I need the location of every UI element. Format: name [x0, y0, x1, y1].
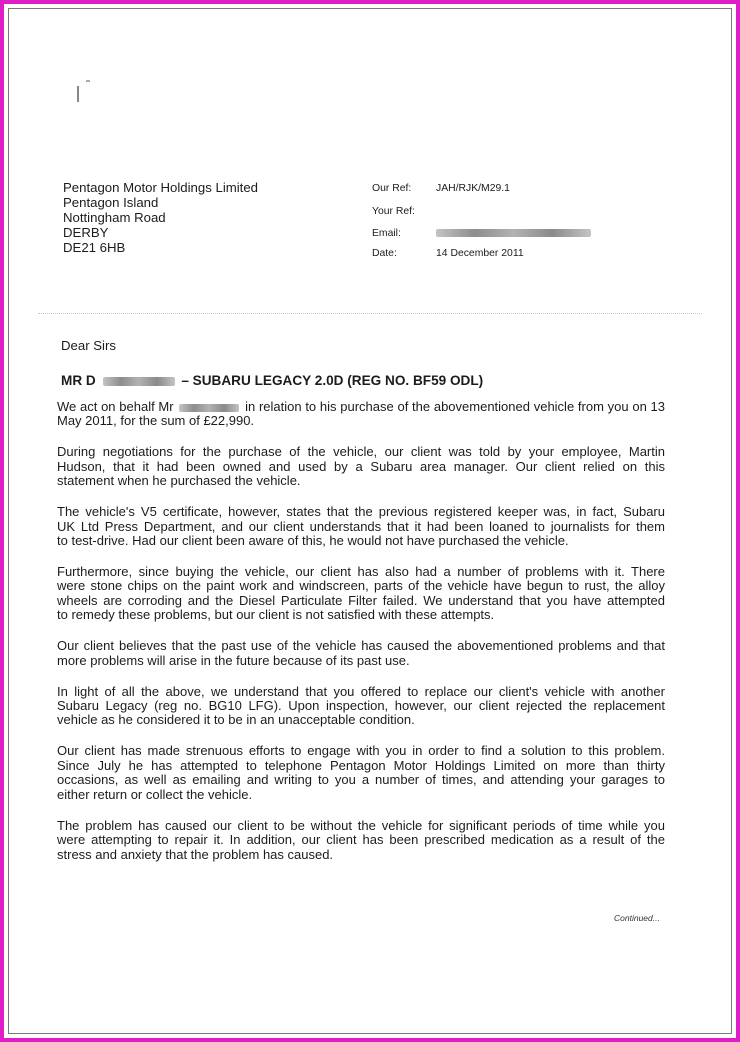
paragraph-line — [57, 400, 665, 414]
letter-body — [57, 400, 665, 879]
paragraph-5 — [57, 639, 665, 668]
paragraph-4 — [57, 565, 665, 623]
address-line: Nottingham Road — [63, 210, 166, 225]
your-ref-row — [372, 206, 436, 217]
paragraph-line: were stone chips on the paint work and windscreen, parts of the vehicle have begun to rust, the alloy — [57, 579, 665, 594]
email-label: Email: — [372, 228, 401, 239]
email-row — [372, 228, 591, 239]
paragraph-line: Our client has made strenuous efforts to engage with you in order to find a solution to this problem. — [57, 744, 665, 759]
paragraph-line: statement when he purchased the vehicle. — [57, 474, 301, 489]
paragraph-2 — [57, 445, 665, 488]
subject-rest: – SUBARU LEGACY 2.0D (REG NO. BF59 ODL) — [181, 373, 484, 388]
address-line: DERBY — [63, 225, 109, 240]
paragraph-line: In light of all the above, we understand that you offered to replace our client's vehicle with another — [57, 684, 665, 699]
redacted-surname — [103, 377, 175, 386]
paragraph-line: The problem has caused our client to be without the vehicle for significant periods of time while you — [57, 818, 665, 833]
paragraph-line: more problems will arise in the future because of its past use. — [57, 653, 410, 668]
paragraph-line: were attempting to repair it. In addition, our client has been prescribed medication as a result of the — [57, 833, 665, 848]
scan-speck — [77, 86, 79, 102]
paragraph-1 — [57, 400, 665, 429]
paragraph-line: wheels are corroding and the Diesel Particulate Filter failed. We understand that you have attempted — [57, 593, 665, 608]
continued-note: Continued... — [614, 913, 660, 923]
paragraph-line: May 2011, for the sum of £22,990. — [57, 414, 255, 429]
redacted-email — [436, 229, 591, 237]
paragraph-line: Furthermore, since buying the vehicle, our client has also had a number of problems with it. There — [57, 565, 665, 580]
paragraph-line: stress and anxiety that the problem has caused. — [57, 847, 334, 862]
address-line: DE21 6HB — [63, 240, 126, 255]
paragraph-line: During negotiations for the purchase of the vehicle, our client was told by your employee, Martin — [57, 445, 665, 460]
our-ref-row — [372, 183, 510, 194]
date-label: Date: — [372, 248, 397, 259]
paragraph-line: vehicle as he considered it to be in an unacceptable condition. — [57, 713, 415, 728]
paragraph-line: Subaru Legacy (reg no. BG10 LFG). Upon inspection, however, our client rejected the replacement — [57, 699, 665, 714]
paragraph-7 — [57, 744, 665, 802]
paragraph-line: to test-drive. Had our client been aware of this, he would not have purchased the vehicle. — [57, 534, 569, 549]
paragraph-line: to remedy these problems, but our client is not satisfied with these attempts. — [57, 608, 495, 623]
our-ref-value: JAH/RJK/M29.1 — [436, 183, 510, 194]
paragraph-3 — [57, 505, 665, 548]
paragraph-6 — [57, 685, 665, 728]
text-run: We act on behalf Mr — [57, 400, 174, 414]
subject-prefix: MR D — [61, 373, 96, 388]
paragraph-line: occasions, as well as emailing and writing to you a number of times, and attending your garages to — [57, 773, 665, 788]
paragraph-line: Hudson, that it had been owned and used by a Subaru area manager. Our client relied on this — [57, 459, 665, 474]
salutation: Dear Sirs — [61, 338, 116, 353]
scan-speck — [86, 80, 90, 82]
paragraph-line: UK Ltd Press Department, and our client understands that it had been loaned to journalists for them — [57, 519, 665, 534]
address-line: Pentagon Motor Holdings Limited — [63, 180, 258, 195]
date-row — [372, 248, 524, 259]
paragraph-line: The vehicle's V5 certificate, however, states that the previous registered keeper was, in fact, Subaru — [57, 505, 665, 520]
paragraph-8 — [57, 819, 665, 862]
our-ref-label: Our Ref: — [372, 183, 412, 194]
address-line: Pentagon Island — [63, 195, 159, 210]
paragraph-line: Since July he has attempted to telephone Pentagon Motor Holdings Limited on more than thirty — [57, 758, 665, 773]
recipient-address — [63, 180, 258, 255]
fold-line — [38, 313, 702, 314]
paragraph-line: Our client believes that the past use of the vehicle has caused the abovementioned problems and that — [57, 639, 665, 654]
text-run: in relation to his purchase of the abovementioned vehicle from you on 13 — [245, 400, 665, 414]
paragraph-line: either return or collect the vehicle. — [57, 787, 253, 802]
redacted-surname — [179, 404, 239, 412]
date-value: 14 December 2011 — [436, 248, 524, 259]
subject-line — [61, 373, 483, 388]
your-ref-label: Your Ref: — [372, 206, 415, 217]
